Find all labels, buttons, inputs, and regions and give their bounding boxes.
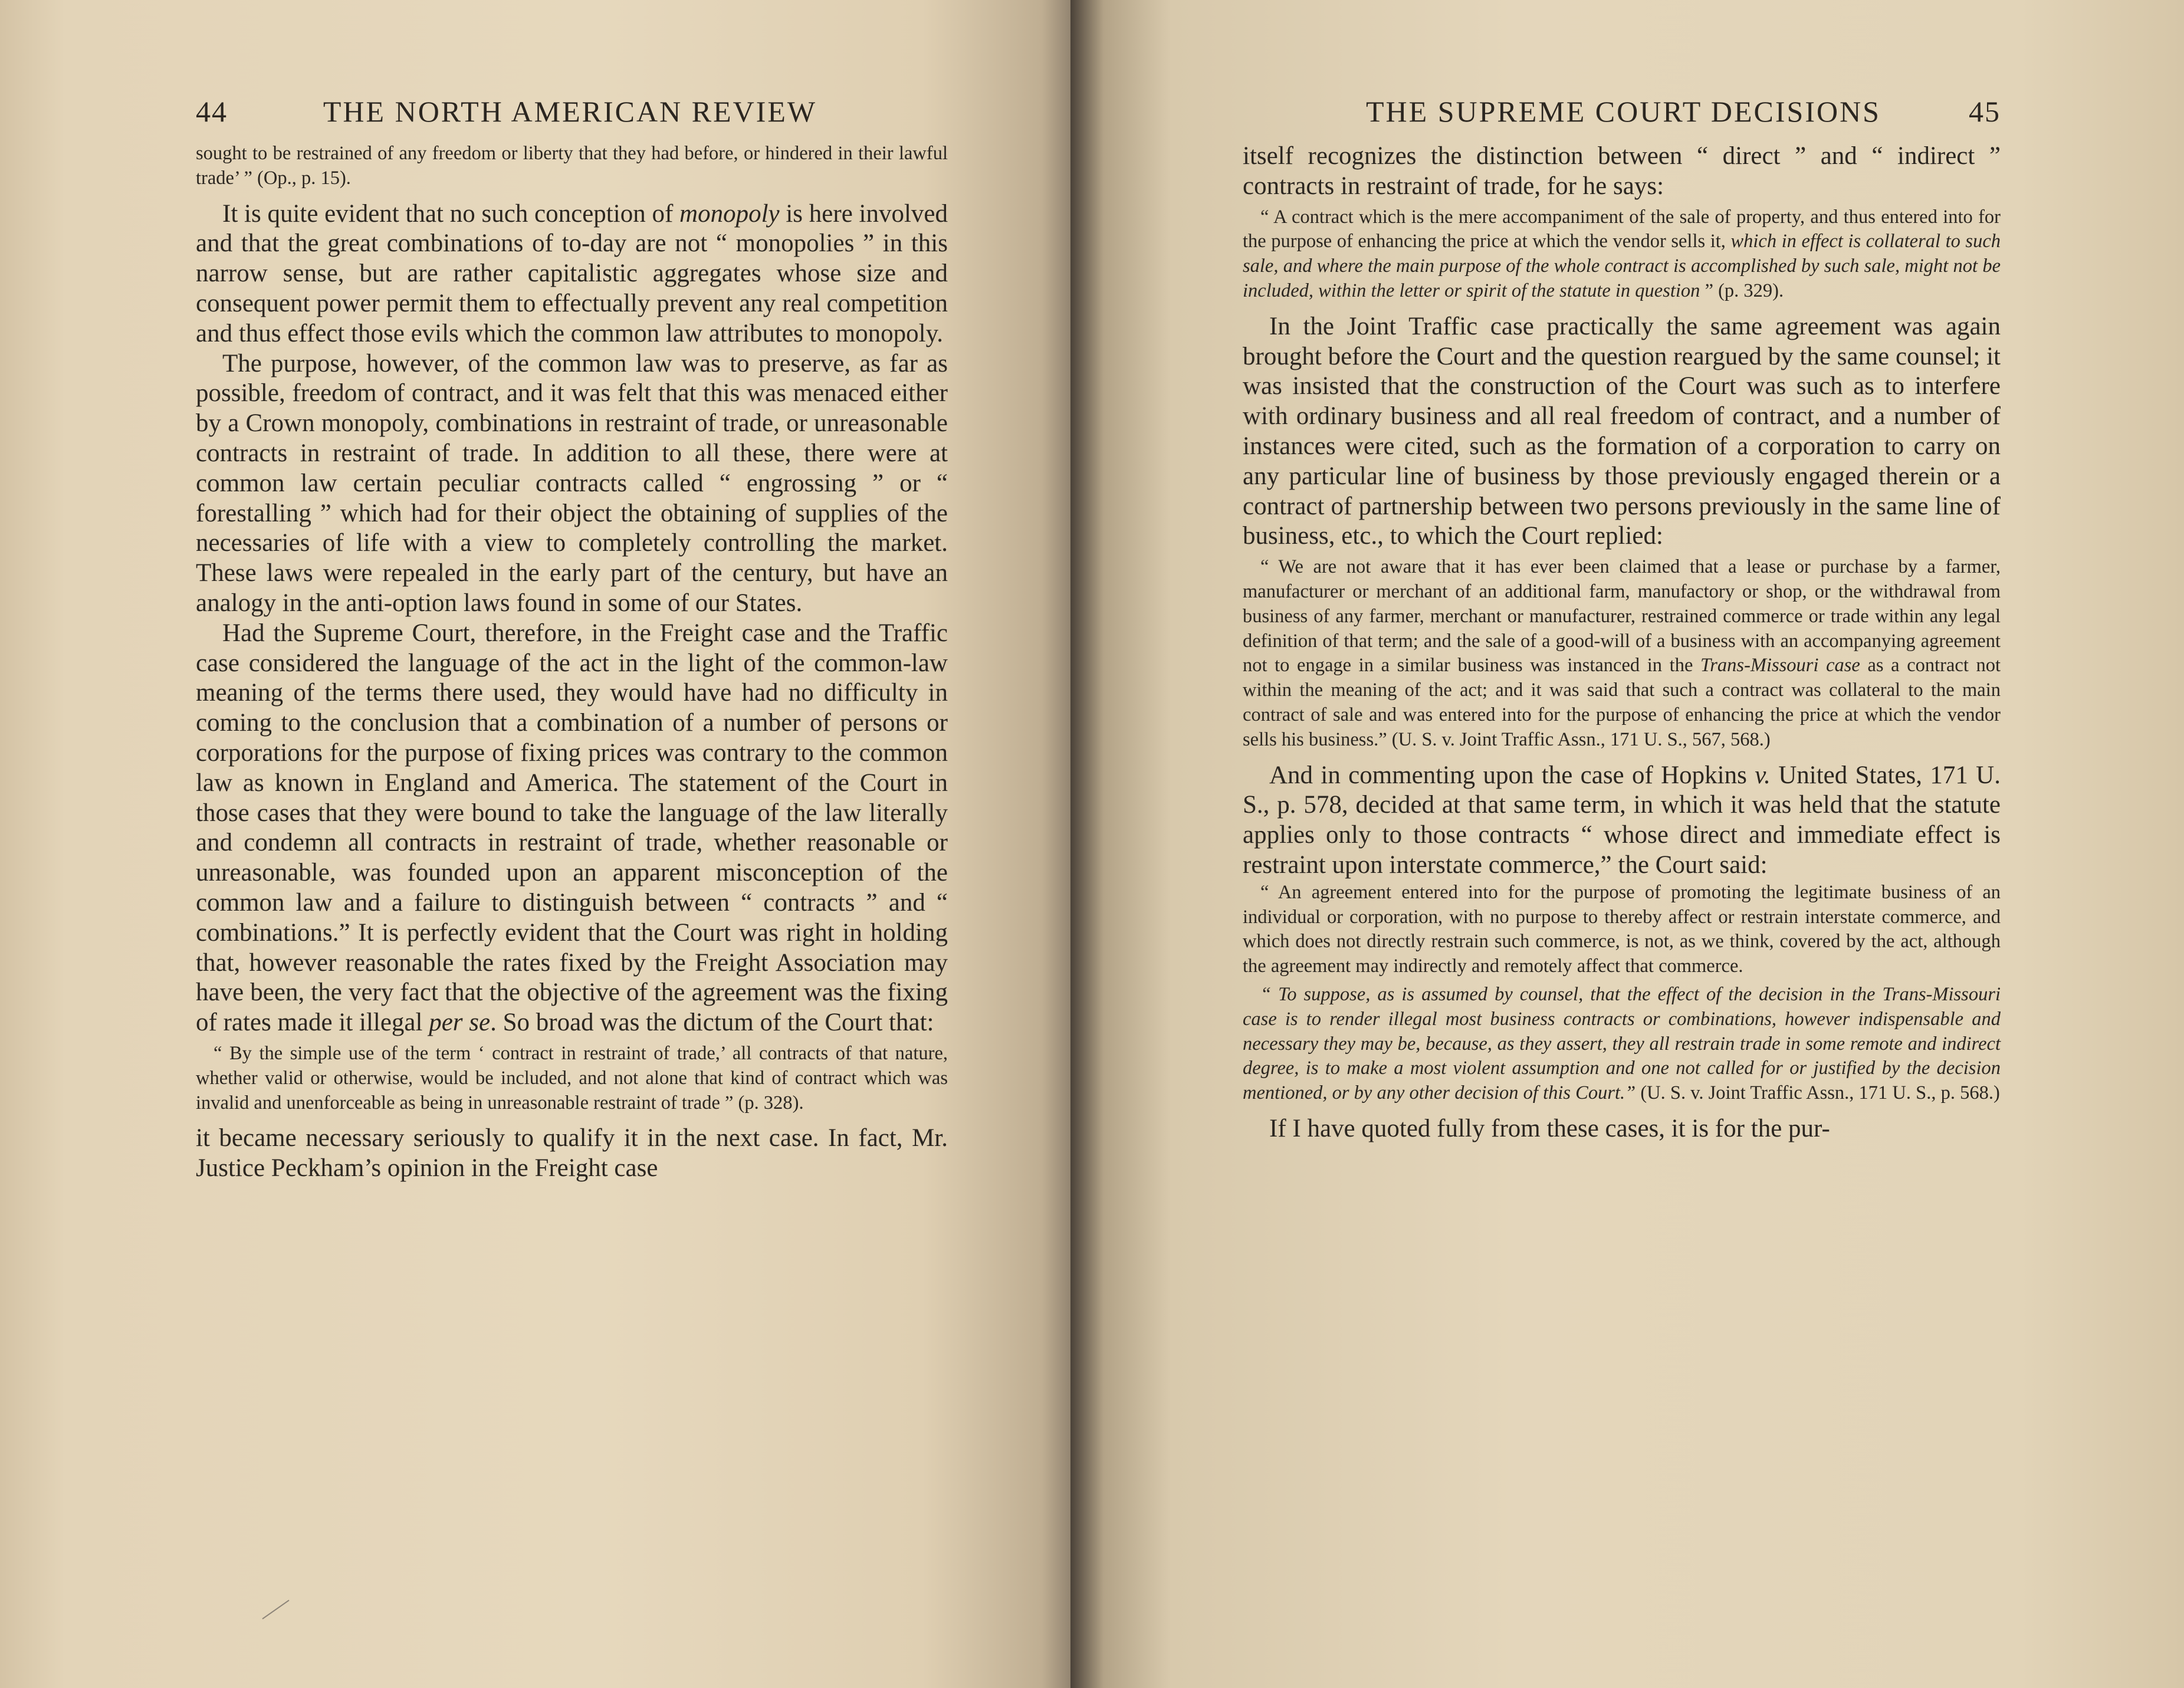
right-running-head [1243,94,2001,136]
block-quote: “ By the simple use of the term ‘ contract in restraint of trade,’ all contracts of that nature, whether valid or otherwise, would be included, and not alone that kind of contract which was invalid and unenforceable as being in unreasonable restraint of trade ” (p. 328). [196,1042,948,1114]
paragraph: The purpose, however, of the common law was to preserve, as far as possible, freedom of contract, and it was felt that this was menaced either by a Crown monopoly, combinations in restraint of trade, or unreasonable contracts in restraint of trade. In addition to all these, there were at common law certain peculiar contracts called “ engrossing ” or “ forestalling ” which had for their object the obtaining of supplies of the necessaries of life with a view to completely controlling the market. These laws were repealed in the early part of the century, but have an analogy in the anti-option laws found in some of our States. [196,349,948,617]
paragraph: itself recognizes the distinction between “ direct ” and “ indirect ” contracts in restraint of trade, for he says: [1243,142,2001,200]
block-quote: “ An agreement entered into for the purpose of promoting the legitimate business of an individual or corporation, with no purpose to thereby affect or restrain interstate commerce, and which does not directly restrain such commerce, is not, as we think, covered by the act, although the agreement may indirectly and remotely affect that commerce. [1243,881,2001,977]
paragraph: If I have quoted fully from these cases, it is for the pur- [1269,1114,1830,1142]
page-number: 45 [1969,95,2001,128]
running-head-title: THE NORTH AMERICAN REVIEW [323,95,817,128]
block-quote: “ We are not aware that it has ever been claimed that a lease or purchase by a farmer, manufacturer or merchant of an additional farm, manufactory or shop, or the withdrawal from business of any farmer, merchant or manufacturer, restrained commerce or trade within any legal definition of that term; and the sale of a good-will of a business with an accompanying agreement not to engage in a similar business was instanced in the Trans-Missouri case as a contract not within the meaning of the act; and it was said that such a contract was collateral to the main contract of sale and was entered into for the purpose of enhancing the price at which the vendor sells his business.” (U. S. v. Joint Traffic Assn., 171 U. S., 567, 568.) [1243,556,2001,750]
left-running-head [196,94,948,136]
paragraph: In the Joint Traffic case practically the same agreement was again brought before the Court and the question reargued by the same counsel; it was insisted that the construction of the Court was such as to interfere with ordinary business and all real freedom of contract, and a number of instances were cited, such as the formation of a corporation to carry on any particular line of business by those previously engaged therein or a contract of partnership between two persons previously in the same line of business, etc., to which the Court replied: [1243,312,2001,550]
pencil-mark [262,1600,289,1619]
block-quote: sought to be restrained of any freedom or liberty that they had before, or hindered in their lawful trade’ ” (Op., p. 15). [196,143,948,189]
right-page [1070,0,2184,1688]
block-quote: “ To suppose, as is assumed by counsel, that the effect of the decision in the Trans-Missouri case is to render illegal most business contracts or combinations, however indispensable and necessary they may be, because, as they assert, they all restrain trade in some remote and indirect degree, is to make a most violent assumption and one not called for or justified by the decision mentioned, or by any other decision of this Court.” (U. S. v. Joint Traffic Assn., 171 U. S., p. 568.) [1243,983,2001,1104]
left-page-column [196,94,948,1184]
block-quote: “ A contract which is the mere accompaniment of the sale of property, and thus entered into for the purpose of enhancing the price at which the vendor sells it, which in effect is collateral to such sale, and where the main purpose of the whole contract is accomplished by such sale, might not be included, within the letter or spirit of the statute in question ” (p. 329). [1243,206,2001,301]
paragraph: Had the Supreme Court, therefore, in the Freight case and the Traffic case considered the language of the act in the light of the common-law meaning of the terms there used, they would have had no difficulty in coming to the conclusion that a combination of a number of persons or corporations for the purpose of fixing prices was contrary to the common law as known in England and America. The statement of the Court in those cases that they were bound to take the language of the law literally and condemn all contracts in restraint of trade, whether reasonable or unreasonable, was founded upon an apparent misconception of the common law and a failure to distinguish between “ contracts ” and “ combinations.” It is perfectly evident that the Court was right in holding that, however reasonable the rates fixed by the Freight Association may have been, the very fact that the objective of the agreement was the fixing of rates made it illegal per se. So broad was the dictum of the Court that: [196,619,948,1037]
running-head-title: THE SUPREME COURT DECISIONS [1366,95,1881,128]
left-page [0,0,1085,1688]
paragraph: It is quite evident that no such conception of monopoly is here involved and that the great combinations of to-day are not “ monopolies ” in this narrow sense, but are rather capitalistic aggregates whose size and consequent power permit them to effectually prevent any real competition and thus effect those evils which the common law attributes to monopoly. [196,199,948,347]
paragraph: And in commenting upon the case of Hopkins v. United States, 171 U. S., p. 578, decided at that same term, in which it was held that the statute applies only to those contracts “ whose direct and immediate effect is restraint upon interstate commerce,” the Court said: [1243,761,2001,879]
paragraph: it became necessary seriously to qualify it in the next case. In fact, Mr. Justice Peckham’s opinion in the Freight case [196,1124,948,1183]
page-number: 44 [196,95,228,128]
right-page-column [1243,94,2001,1144]
